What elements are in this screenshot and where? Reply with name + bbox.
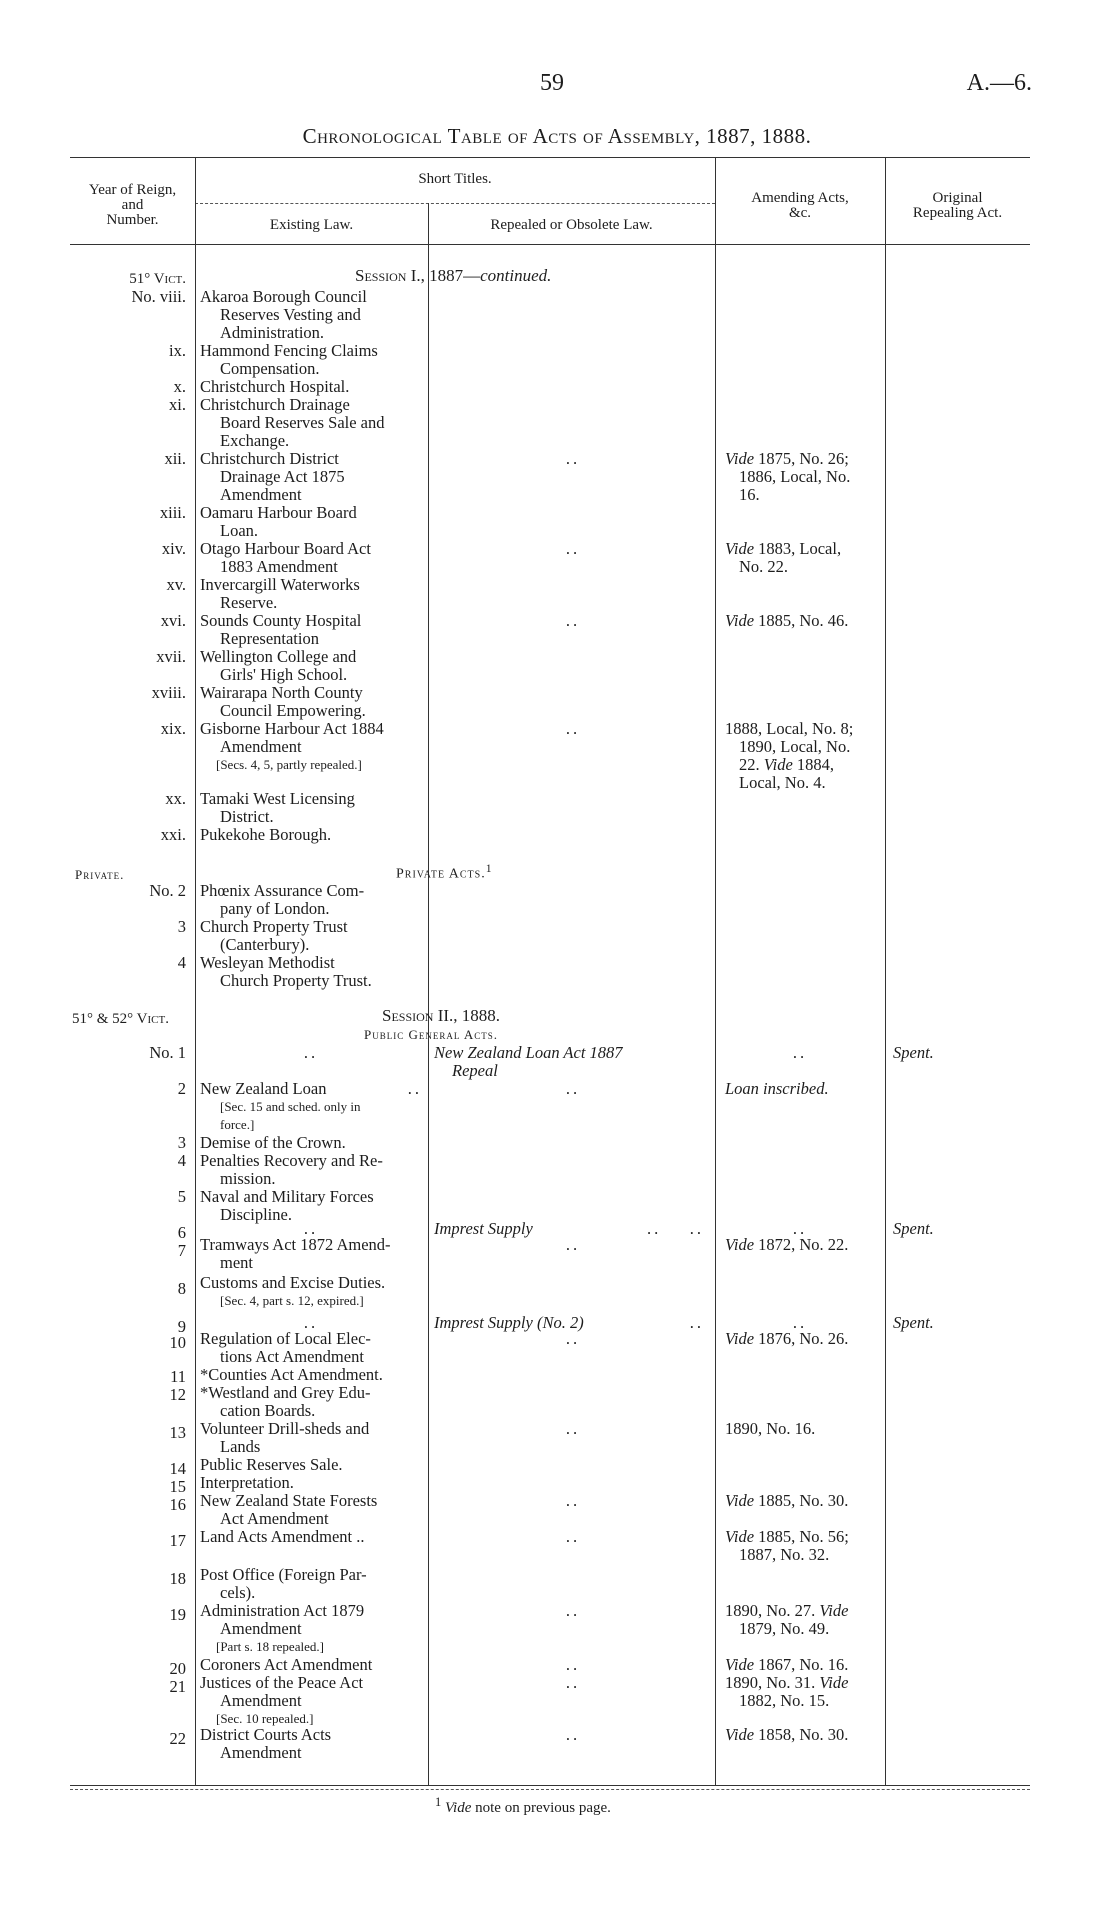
- cell-line: Akaroa Borough Council: [200, 287, 367, 306]
- existing-law-cell: [200, 1566, 422, 1602]
- cell-line: Amendment: [220, 1691, 302, 1710]
- row-number: No. 2: [149, 881, 186, 900]
- cell-line: (Canterbury).: [220, 935, 310, 954]
- row-number: x.: [173, 377, 186, 396]
- row-number: 18: [169, 1569, 186, 1588]
- amending-cell: ..: [792, 1219, 808, 1238]
- row-number: No. viii.: [131, 287, 186, 306]
- session-1-continued: continued.: [480, 266, 552, 285]
- existing-law-cell: [200, 954, 422, 990]
- existing-law-cell: Demise of the Crown.: [200, 1133, 346, 1152]
- cell-line: Wesleyan Methodist: [200, 953, 335, 972]
- col-header-year-l2: and: [121, 197, 144, 213]
- row-number: ix.: [169, 341, 186, 360]
- row-number: 21: [169, 1677, 186, 1696]
- cell-line: Naval and Military Forces: [200, 1187, 374, 1206]
- cell-line: *Westland and Grey Edu-: [200, 1383, 371, 1402]
- cell-line: Regulation of Local Elec-: [200, 1329, 371, 1348]
- cell-line: Compensation.: [220, 359, 320, 378]
- repealed-cell: ..: [565, 719, 581, 738]
- row-number: 11: [170, 1367, 186, 1386]
- cell-line: 1884,: [796, 755, 835, 774]
- col-divider-repealed: [428, 203, 429, 1785]
- cell-line: 1872, No. 22.: [758, 1235, 849, 1254]
- row-number: 5: [177, 1187, 186, 1206]
- session-1-year: 1887—: [429, 266, 481, 285]
- row-number: 14: [169, 1459, 186, 1478]
- cell-line: New Zealand Loan: [200, 1079, 327, 1098]
- cell-line: 1886, Local, No.: [739, 467, 851, 486]
- existing-law-cell: *Counties Act Amendment.: [200, 1365, 383, 1384]
- row-number: 7: [177, 1241, 186, 1260]
- row-number: 9: [177, 1317, 186, 1336]
- row-number: xiii.: [159, 503, 186, 522]
- col-header-original-l2: Repealing Act.: [912, 205, 1003, 221]
- col-header-amending-l2: &c.: [788, 205, 812, 221]
- cell-line: Drainage Act 1875: [220, 467, 345, 486]
- row-number: 10: [169, 1333, 186, 1352]
- repealed-cell: ..: [565, 1079, 581, 1098]
- repealed-cell: ..: [565, 611, 581, 630]
- amending-cell: ..: [792, 1043, 808, 1062]
- cell-line: Hammond Fencing Claims: [200, 341, 378, 360]
- amending-cell: [725, 540, 875, 576]
- cell-note: [Part s. 18 repealed.]: [216, 1639, 324, 1654]
- original-repealing-cell: Spent.: [893, 1313, 934, 1332]
- repealed-cell: ..: [565, 539, 581, 558]
- page-number: 59: [540, 70, 564, 96]
- repealed-cell: ..: [565, 1419, 581, 1438]
- cell-line: 1879, No. 49.: [739, 1619, 830, 1638]
- existing-law-cell: [200, 720, 422, 774]
- amending-cell: [725, 720, 875, 792]
- existing-law-cell: Public Reserves Sale.: [200, 1455, 343, 1474]
- amending-cell: [725, 1602, 875, 1638]
- existing-law-cell: [200, 576, 422, 612]
- vide-text: Vide: [725, 539, 755, 558]
- cell-line: Repeal: [452, 1061, 498, 1080]
- private-reign-label: Private.: [75, 867, 125, 882]
- repealed-cell: ..: [565, 1329, 581, 1348]
- row-number: 3: [177, 917, 186, 936]
- cell-line: New Zealand Loan Act 1887: [434, 1043, 623, 1062]
- cell-line: Administration.: [220, 323, 325, 342]
- session-2-label: Session II.,: [382, 1006, 458, 1025]
- row-number: 19: [169, 1605, 186, 1624]
- row-number: 4: [177, 1151, 186, 1170]
- vide-text: Vide: [725, 611, 755, 630]
- vide-text: Vide: [725, 1329, 755, 1348]
- amending-cell: [725, 612, 875, 630]
- col-header-amending: [715, 191, 885, 221]
- cell-line: Wairarapa North County: [200, 683, 363, 702]
- session-1-heading: [355, 266, 551, 286]
- cell-line: Wellington College and: [200, 647, 357, 666]
- amending-cell: [725, 1674, 875, 1710]
- amending-cell: 1890, No. 16.: [725, 1419, 816, 1438]
- vide-text: Vide: [445, 1800, 472, 1816]
- row-number: 8: [177, 1279, 186, 1298]
- table-header-rule: [70, 244, 1030, 245]
- cell-line: Tramways Act 1872 Amend-: [200, 1235, 391, 1254]
- row-number: No. 1: [149, 1043, 186, 1062]
- existing-law-cell: [200, 288, 422, 342]
- cell-line: pany of London.: [220, 899, 330, 918]
- cell-line: Discipline.: [220, 1205, 292, 1224]
- row-number: 2: [177, 1079, 186, 1098]
- cell-line: Reserve.: [220, 593, 278, 612]
- col-divider-existing: [195, 157, 196, 1785]
- repealed-cell: ..: [565, 1527, 581, 1546]
- col-header-existing: Existing Law.: [269, 217, 354, 233]
- existing-law-cell: Interpretation.: [200, 1473, 294, 1492]
- existing-law-cell: [200, 1080, 422, 1134]
- cell-line: 1883 Amendment: [220, 557, 338, 576]
- existing-law-cell: [200, 1384, 422, 1420]
- row-number: 16: [169, 1495, 186, 1514]
- leader-dots: ..: [689, 1313, 704, 1332]
- short-titles-divider: [195, 203, 715, 204]
- col-header-repealed: Repealed or Obsolete Law.: [490, 217, 653, 233]
- repealed-cell: ..: [565, 1655, 581, 1674]
- vide-text: Vide: [763, 755, 793, 774]
- amending-cell: [725, 1656, 875, 1674]
- existing-law-cell: Land Acts Amendment ..: [200, 1527, 365, 1546]
- row-number: 15: [169, 1477, 186, 1496]
- cell-line: 1876, No. 26.: [758, 1329, 849, 1348]
- row-number: xx.: [165, 789, 186, 808]
- col-header-amending-l1: Amending Acts,: [751, 190, 849, 206]
- cell-line: 1890, No. 27.: [725, 1601, 816, 1620]
- existing-law-cell: [200, 1602, 422, 1656]
- existing-law-cell: [200, 1492, 422, 1528]
- row-number: xii.: [164, 449, 186, 468]
- row-number: 22: [169, 1729, 186, 1748]
- cell-note: [Sec. 10 repealed.]: [216, 1711, 314, 1726]
- vide-text: Vide: [725, 449, 755, 468]
- cell-line: 16.: [739, 485, 760, 504]
- cell-line: Church Property Trust.: [220, 971, 372, 990]
- col-header-short-titles: Short Titles.: [418, 171, 492, 187]
- cell-line: 1885, No. 56;: [758, 1527, 849, 1546]
- cell-line: Otago Harbour Board Act: [200, 539, 371, 558]
- cell-line: Imprest Supply: [434, 1219, 533, 1238]
- cell-line: 1890, No. 31.: [725, 1673, 816, 1692]
- existing-law-cell: Coroners Act Amendment: [200, 1655, 373, 1674]
- row-number: xvi.: [160, 611, 186, 630]
- original-repealing-cell: Spent.: [893, 1219, 934, 1238]
- amending-cell: ..: [792, 1313, 808, 1332]
- footnote-mark: 1: [435, 1795, 442, 1809]
- original-repealing-cell: Spent.: [893, 1043, 934, 1062]
- vide-text: Vide: [725, 1655, 755, 1674]
- cell-line: Board Reserves Sale and: [220, 413, 385, 432]
- row-number: 3: [177, 1133, 186, 1152]
- col-header-year-l3: Number.: [106, 212, 159, 228]
- existing-law-cell: [200, 1330, 422, 1366]
- cell-line: ment: [220, 1253, 253, 1272]
- col-header-original: [885, 191, 1030, 221]
- cell-line: Sounds County Hospital: [200, 611, 362, 630]
- existing-law-cell: [200, 918, 422, 954]
- row-number: xv.: [166, 575, 186, 594]
- session-2-year: 1888.: [461, 1006, 501, 1025]
- existing-law-cell: [200, 1420, 422, 1456]
- row-number: xvii.: [156, 647, 186, 666]
- cell-note: [Sec. 4, part s. 12, expired.]: [220, 1293, 364, 1308]
- cell-line: Lands: [220, 1437, 261, 1456]
- cell-line: Christchurch District: [200, 449, 339, 468]
- cell-line: Gisborne Harbour Act 1884: [200, 719, 384, 738]
- cell-line: 1883, Local,: [758, 539, 842, 558]
- col-divider-original: [885, 157, 886, 1785]
- page-title: [0, 124, 1114, 149]
- vide-text: Vide: [819, 1673, 849, 1692]
- cell-line: 1885, No. 46.: [758, 611, 849, 630]
- title-years: 1887, 1888.: [706, 124, 812, 148]
- row-number: 6: [177, 1223, 186, 1242]
- reign-51-vict: 51° Vict.: [129, 271, 186, 287]
- amending-cell: [725, 1492, 875, 1510]
- cell-line: cels).: [220, 1583, 256, 1602]
- row-number: 4: [177, 953, 186, 972]
- cell-line: Amendment: [220, 485, 302, 504]
- cell-line: District.: [220, 807, 274, 826]
- vide-text: Vide: [725, 1491, 755, 1510]
- cell-line: Church Property Trust: [200, 917, 348, 936]
- cell-line: Tamaki West Licensing: [200, 789, 355, 808]
- existing-law-cell: [200, 684, 422, 720]
- amending-cell: [725, 450, 875, 504]
- cell-line: Council Empowering.: [220, 701, 366, 720]
- existing-law-cell: Pukekohe Borough.: [200, 825, 332, 844]
- col-header-year: [70, 183, 195, 228]
- cell-line: Penalties Recovery and Re-: [200, 1151, 383, 1170]
- amending-cell: [725, 1726, 875, 1744]
- repealed-cell: [434, 1044, 712, 1080]
- cell-line: Imprest Supply (No. 2): [434, 1313, 584, 1332]
- cell-line: Christchurch Drainage: [200, 395, 350, 414]
- existing-law-cell: [200, 504, 422, 540]
- cell-line: Post Office (Foreign Par-: [200, 1565, 367, 1584]
- existing-law-cell: [200, 450, 422, 504]
- existing-law-cell: [200, 396, 422, 450]
- cell-line: tions Act Amendment: [220, 1347, 364, 1366]
- reign-51-52-vict: 51° & 52° Vict.: [72, 1011, 169, 1027]
- cell-line: No. 22.: [739, 557, 789, 576]
- row-number: xxi.: [160, 825, 186, 844]
- cell-line: 1888, Local, No. 8;: [725, 719, 854, 738]
- cell-line: Girls' High School.: [220, 665, 348, 684]
- private-acts-heading: [396, 862, 493, 883]
- cell-line: New Zealand State Forests: [200, 1491, 378, 1510]
- row-number: 13: [169, 1423, 186, 1442]
- existing-law-cell: [200, 1236, 422, 1272]
- row-number: 17: [169, 1531, 186, 1550]
- existing-law-cell: ..: [303, 1043, 319, 1062]
- cell-line: Amendment: [220, 1619, 302, 1638]
- cell-line: 1882, No. 15.: [739, 1691, 830, 1710]
- col-header-original-l1: Original: [932, 190, 983, 206]
- existing-law-cell: [200, 342, 422, 378]
- footnote: [435, 1795, 611, 1817]
- repealed-cell: ..: [565, 1725, 581, 1744]
- existing-law-cell: [200, 648, 422, 684]
- cell-line: Justices of the Peace Act: [200, 1673, 364, 1692]
- cell-line: Oamaru Harbour Board: [200, 503, 357, 522]
- existing-law-cell: [200, 612, 422, 648]
- row-number: xiv.: [161, 539, 186, 558]
- cell-line: Amendment: [220, 737, 302, 756]
- leader-dots: .. ..: [647, 1219, 704, 1238]
- cell-line: 1887, No. 32.: [739, 1545, 830, 1564]
- row-number: 12: [169, 1385, 186, 1404]
- amending-cell: [725, 1236, 875, 1254]
- cell-line: Representation: [220, 629, 319, 648]
- vide-text: Vide: [725, 1725, 755, 1744]
- cell-line: Administration Act 1879: [200, 1601, 365, 1620]
- cell-line: District Courts Acts: [200, 1725, 332, 1744]
- cell-line: Loan.: [220, 521, 259, 540]
- cell-line: Phœnix Assurance Com-: [200, 881, 365, 900]
- existing-law-cell: Christchurch Hospital.: [200, 377, 350, 396]
- cell-line: Invercargill Waterworks: [200, 575, 360, 594]
- cell-line: Customs and Excise Duties.: [200, 1273, 386, 1292]
- existing-law-cell: ..: [303, 1219, 319, 1238]
- session-1-label: Session I.,: [355, 266, 425, 285]
- row-number: xviii.: [151, 683, 186, 702]
- vide-text: Vide: [819, 1601, 849, 1620]
- existing-law-cell: [200, 1726, 422, 1762]
- amending-cell: Loan inscribed.: [725, 1079, 829, 1098]
- cell-line: Local, No. 4.: [739, 773, 826, 792]
- cell-note: [Sec. 15 and sched. only in: [220, 1099, 361, 1114]
- vide-text: Vide: [725, 1235, 755, 1254]
- table-top-rule: [70, 157, 1030, 158]
- cell-line: 22.: [739, 755, 760, 774]
- footnote-text: note on previous page.: [475, 1800, 611, 1816]
- amending-cell: [725, 1528, 875, 1564]
- repealed-cell: ..: [565, 1235, 581, 1254]
- private-acts-title: Private Acts.: [396, 866, 486, 882]
- existing-law-cell: [200, 882, 422, 918]
- existing-law-cell: ..: [303, 1313, 319, 1332]
- cell-line: Exchange.: [220, 431, 290, 450]
- cell-line: 1867, No. 16.: [758, 1655, 849, 1674]
- footnote-mark: 1: [485, 862, 493, 875]
- table-bottom-rule: [70, 1785, 1030, 1786]
- existing-law-cell: [200, 1152, 422, 1188]
- existing-law-cell: [200, 540, 422, 576]
- col-divider-amending: [715, 157, 716, 1785]
- cell-line: Reserves Vesting and: [220, 305, 361, 324]
- leader-dots: ..: [407, 1079, 422, 1098]
- row-number: 20: [169, 1659, 186, 1678]
- cell-line: mission.: [220, 1169, 276, 1188]
- repealed-cell: ..: [565, 1673, 581, 1692]
- cell-line: 1875, No. 26;: [758, 449, 849, 468]
- repealed-cell: ..: [565, 1491, 581, 1510]
- page-reference: A.—6.: [966, 70, 1032, 96]
- cell-line: 1858, No. 30.: [758, 1725, 849, 1744]
- cell-line: Volunteer Drill-sheds and: [200, 1419, 370, 1438]
- repealed-cell: ..: [565, 1601, 581, 1620]
- amending-cell: [725, 1330, 875, 1348]
- cell-note: [Secs. 4, 5, partly repealed.]: [216, 757, 362, 772]
- cell-line: cation Boards.: [220, 1401, 316, 1420]
- title-text: Chronological Table of Acts of Assembly,: [302, 124, 701, 148]
- row-number: xi.: [169, 395, 186, 414]
- cell-line: Act Amendment: [220, 1509, 329, 1528]
- existing-law-cell: [200, 1274, 422, 1310]
- cell-note: force.]: [220, 1117, 255, 1132]
- cell-line: 1885, No. 30.: [758, 1491, 849, 1510]
- existing-law-cell: [200, 1674, 422, 1728]
- existing-law-cell: [200, 790, 422, 826]
- cell-line: Amendment: [220, 1743, 302, 1762]
- vide-text: Vide: [725, 1527, 755, 1546]
- public-general-acts-heading: Public General Acts.: [364, 1027, 499, 1042]
- session-2-heading: [382, 1006, 500, 1026]
- repealed-cell: ..: [565, 449, 581, 468]
- row-number: xix.: [160, 719, 186, 738]
- col-header-year-l1: Year of Reign,: [88, 182, 177, 198]
- cell-line: 1890, Local, No.: [739, 737, 851, 756]
- table-bottom-dashed: [70, 1789, 1030, 1790]
